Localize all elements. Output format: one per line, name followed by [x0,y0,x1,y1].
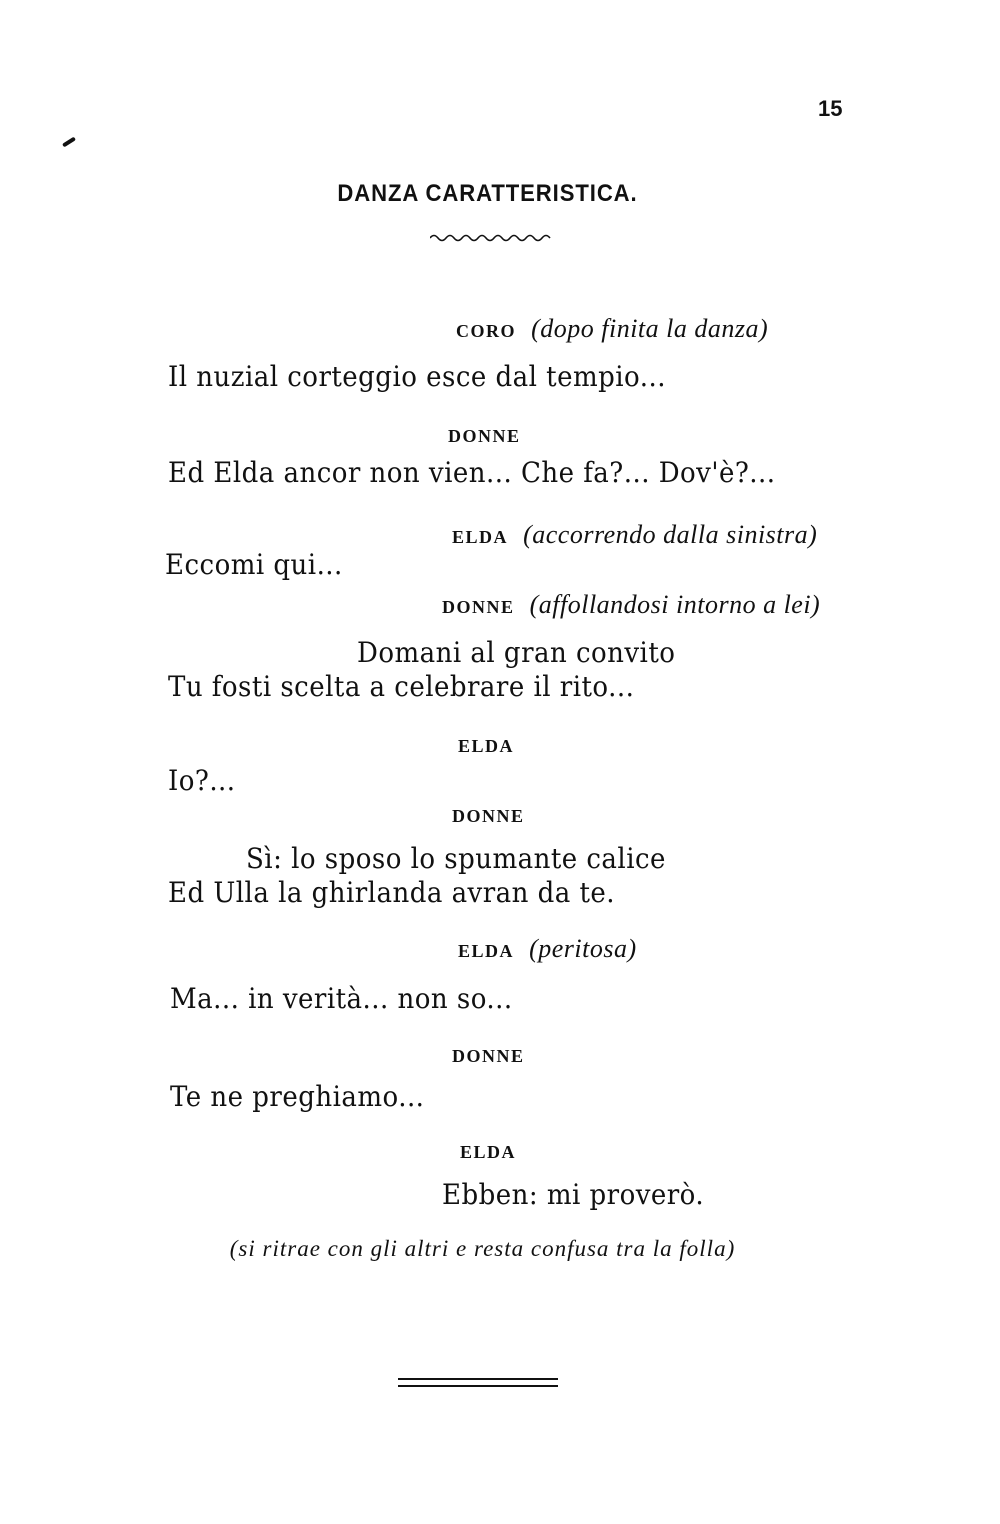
speaker-line [452,806,525,827]
verse-line: Tu fosti scelta a celebrare il rito... [168,670,635,703]
speaker-name: DONNE [448,426,521,446]
speaker-line [456,314,768,344]
page-number: 15 [818,96,843,121]
speaker-line [452,1046,525,1067]
verse-line: Il nuzial corteggio esce dal tempio... [168,360,666,393]
speaker-name: ELDA [452,527,509,547]
verse-line: Io?... [168,764,236,797]
speaker-name: DONNE [442,597,515,617]
verse-line: Ed Ulla la ghirlanda avran da te. [168,876,616,909]
verse-line: Ma... in verità... non so... [170,982,513,1015]
speaker-name: ELDA [460,1142,517,1162]
stray-ink-mark [62,137,76,148]
speaker-line [452,520,817,550]
speaker-line [448,426,521,447]
section-title: DANZA CARATTERISTICA. [337,180,638,207]
verse-line: Eccomi qui... [165,548,343,581]
wavy-ornament-rule [430,232,554,244]
stage-direction: (dopo finita la danza) [531,314,769,343]
speaker-name: ELDA [458,941,515,961]
speaker-line [458,934,637,964]
verse-line: Sì: lo sposo lo spumante calice [246,842,666,875]
speaker-name: CORO [456,321,516,341]
stage-direction: (affollandosi intorno a lei) [529,590,821,619]
speaker-name: ELDA [458,736,515,756]
verse-line: Te ne preghiamo... [170,1080,425,1113]
speaker-line [460,1142,516,1163]
verse-line: Domani al gran convito [357,636,676,669]
stage-direction: (peritosa) [529,934,637,963]
speaker-line [458,736,514,757]
verse-line: Ed Elda ancor non vien... Che fa?... Dov'è?... [168,456,776,489]
verse-line: Ebben: mi proverò. [442,1178,705,1211]
stage-direction: (accorrendo dalla sinistra) [523,520,818,549]
end-double-rule [398,1378,558,1387]
speaker-name: DONNE [452,1046,525,1066]
speaker-line [442,590,820,620]
closing-stage-direction: (si ritrae con gli altri e resta confusa tra la folla) [229,1236,736,1261]
speaker-name: DONNE [452,806,525,826]
